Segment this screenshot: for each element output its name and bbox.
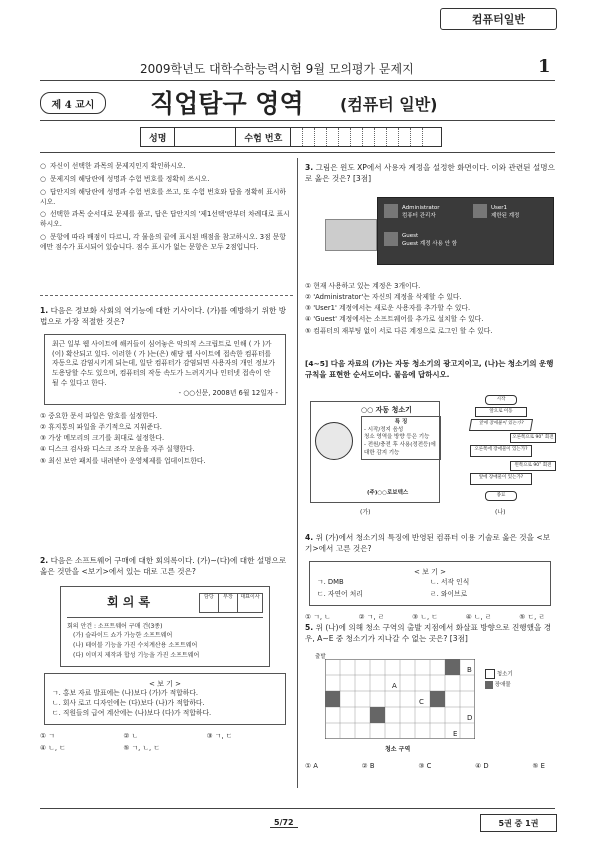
flow-decision: 앞에 장애물이 있는가? [469,419,533,431]
q3-screenshot [305,189,555,277]
obstacle-icon [485,681,493,689]
q3-options [305,281,555,336]
q45-figures [310,395,555,520]
period-label: 제 4 교시 [40,92,106,114]
ad-title: ○○ 자동 청소기 [361,406,412,414]
caption-a: (가) [360,509,371,516]
instruction-item: ○ 문제지의 해당란에 성명과 수험 번호를 정확히 쓰시오. [40,174,210,183]
account-user1[interactable]: User1 제한된 계정 [491,204,520,220]
footer-volume: 5권 중 1권 [480,814,557,832]
account-guest[interactable]: Guest Guest 계정 사용 안 함 [402,232,458,248]
flow-step: 앞으로 이동 [475,407,527,417]
exam-title: 2009학년도 대학수학능력시험 9월 모의평가 문제지 [140,62,414,76]
instruction-item: ○ 문항에 따라 배점이 다르니, 각 물음의 끝에 표시된 배점을 참고하시오. 3점 문항에만 점수가 표시되어 있습니다. 점수 표시가 없는 문항은 모두 2점입니다. [40,233,286,251]
q2-number: 2. [40,556,49,565]
question-1 [40,305,290,467]
instruction-item: ○ 선택한 과목 순서대로 문제를 풀고, 답은 답안지의 '제1선택'란부터 차례대로 표시하시오. [40,210,290,229]
accounts-window [377,197,554,265]
question-3 [305,162,555,337]
ad-brand: (주)○○로보텍스 [367,490,409,496]
instruction-item: ○ 자신이 선택한 과목의 문제지인지 확인하시오. [40,162,186,170]
q2-agenda: 회의 안건 : 소프트웨어 구매 건(3종) [67,622,163,630]
q2-bogi-box [44,673,286,725]
q2-doc-title: 회 의 록 [107,594,151,609]
name-field[interactable] [175,128,236,146]
user-avatar-icon [384,204,398,218]
question-2 [40,555,290,753]
q4-bogi-label: < 보 기 > [414,567,446,576]
q2-option[interactable]: ② ㄴ [123,731,139,740]
q45-intro: [4~5] 다음 자료의 (가)는 자동 청소기의 광고지이고, (나)는 청소기의 운행 규칙을 표현한 순서도이다. 물음에 답하시오. [305,359,554,380]
q4-option[interactable]: ⑤ ㄷ, ㄹ [519,612,545,621]
flow-decision: 오른쪽에 장애물이 있는가? [470,445,532,457]
q3-stem: 그림은 윈도 XP에서 사용자 계정을 설정한 화면이다. 이와 관련된 설명으로 옳은 것은? [3점] [305,163,555,184]
q5-option[interactable]: ② B [361,761,375,770]
caption-b: (나) [495,509,506,516]
q4-option[interactable]: ② ㄱ, ㄹ [358,612,385,621]
footer-divider [40,808,555,809]
q2-bogi-label: < 보 기 > [149,680,181,689]
q2-sign-table [199,593,263,613]
q4-options [305,612,555,622]
q1-number: 1. [40,306,49,315]
q1-passage: 최근 일부 웹 사이트에 해커들이 심어놓은 악의적 스크립트로 인해 ( 가 )가(이) 확산되고 있다. 이러한 ( 가 )는(은) 해당 웹 사이트에 접속한 컴퓨터를 자동으로 감염시키게 되는데, 일단 컴퓨터가 감염되면 사용자의 개인 정보가 도용당할 수도 있으며, 컴퓨터의 작동 속도가 느려지거나 인터넷 접속이 안 될 수 있다고 한다. [52,339,275,388]
name-exam-box [140,127,442,147]
flowchart [450,395,555,505]
q1-option[interactable]: ③ 가상 메모리의 크기를 최대로 설정한다. [40,434,165,443]
q5-option[interactable]: ③ C [418,761,432,770]
cleaner-icon [485,669,495,679]
instruction-divider [40,295,293,296]
flow-step: 왼쪽으로 90˚ 회전 [510,461,556,471]
sign-col: 부장 [219,594,238,612]
name-label: 성명 [141,128,175,146]
q2-item: (나) 테이블 기능을 가진 수치계산용 소프트웨어 [73,641,198,649]
subject-tag: 컴퓨터일반 [440,8,557,30]
subject-sub: (컴퓨터 일반) [340,95,438,114]
q2-stem: 다음은 소프트웨어 구매에 대한 회의록이다. (가)~(다)에 대한 설명으로 옳은 것만을 <보기>에서 있는 대로 고른 것은? [40,556,287,577]
q4-bogi-item: ㄷ. 자연어 처리 [317,590,363,599]
q2-option[interactable]: ③ ㄱ, ㄷ [206,731,233,740]
grid-label-a: A [392,681,397,690]
q5-number: 5. [305,623,314,632]
q2-options [40,731,290,753]
q5-options [305,761,555,771]
q2-option[interactable]: ④ ㄴ, ㄷ [40,744,66,753]
account-admin[interactable]: Administrator 컴퓨터 관리자 [402,204,440,220]
q4-option[interactable]: ④ ㄴ, ㄹ [465,612,492,621]
q1-source: - ○○신문, 2008년 6월 12일자 - [178,389,278,397]
q1-option[interactable]: ④ 디스크 검사와 디스크 조각 모음을 자주 실행한다. [40,445,195,454]
q5-grid-figure [305,649,555,757]
q2-option[interactable]: ⑤ ㄱ, ㄴ, ㄷ [123,744,160,753]
q5-option[interactable]: ④ D [475,761,489,770]
ad-features: 특 징 - 시작/정지 음성 청소 영역을 방향 등은 기능 - 전원/충전 후 사용(정전등)에 대한 감지 기능 [361,416,441,460]
q4-bogi-item: ㄱ. DMB [317,578,344,587]
q4-bogi-item: ㄴ. 서작 인식 [430,578,470,587]
robot-cleaner-image [315,412,355,462]
grid-label-c: C [419,697,424,706]
grid-legend: 청소기 장애물 [485,669,513,692]
q3-option[interactable]: ④ 'Guest' 계정에서는 소프트웨어를 추가로 설치할 수 있다. [305,315,484,324]
q1-option[interactable]: ⑤ 최신 보안 패치를 내려받아 운영체제를 업데이트한다. [40,456,206,465]
grid-label-b: B [467,665,472,674]
q3-option[interactable]: ③ 'User1' 계정에서는 새로운 사용자를 추가할 수 있다. [305,304,471,313]
grid-label-d: D [467,713,473,722]
q2-item: (다) 이미지 제작과 합성 기능을 가진 소프트웨어 [73,651,200,659]
exam-no-label: 수험 번호 [236,128,291,146]
q2-option[interactable]: ① ㄱ [40,731,55,740]
cleaner-ad [310,401,440,503]
header-divider [40,80,555,81]
q4-number: 4. [305,533,314,542]
subject-main: 직업탐구 영역 [150,89,304,118]
sign-col: 대표이사 [240,593,260,600]
grid-label-e: E [453,729,458,738]
q1-stem: 다음은 정보화 사회의 역기능에 대한 기사이다. (가)를 예방하기 위한 방법으로 가장 적절한 것은? [40,306,287,327]
control-panel-thumb [325,219,377,251]
sign-col: 담당 [200,594,219,612]
q4-stem: 위 (가)에서 청소기의 특징에 반영된 컴퓨터 이용 기술로 옳은 것을 <보기>에서 고른 것은? [305,533,551,554]
q3-option[interactable]: ⑤ 컴퓨터의 재부팅 없이 서로 다른 계정으로 로그인 할 수 있다. [305,326,493,335]
q2-minutes-doc [60,586,270,667]
q4-option[interactable]: ③ ㄴ, ㄷ [412,612,438,621]
page-number: 1 [538,56,551,77]
q5-option[interactable]: ① A [305,761,318,770]
instruction-item: ○ 답안지의 해당란에 성명과 수험 번호를 쓰고, 또 수험 번호와 답을 정확히 표시하시오. [40,187,286,206]
cleaning-grid [325,659,475,739]
user-avatar-icon [473,204,487,218]
flow-step: 오른쪽으로 90˚ 회전 [510,433,556,443]
q1-passage-box [44,334,286,405]
start-label: 출발 [315,653,326,660]
user-avatar-icon [384,232,398,246]
q3-option[interactable]: ① 현재 사용하고 있는 계정은 3개이다. [305,281,421,290]
q2-bogi-item: ㄴ. 회사 로고 디자인에는 (다)보다 (나)가 적합하다. [52,699,205,708]
q2-bogi-item: ㄷ. 직원들의 급여 계산에는 (나)보다 (다)가 적합하다. [52,708,212,717]
question-4 [305,532,555,622]
header-divider-3 [40,152,555,153]
footer-page-number: 5/72 [270,818,298,828]
q4-bogi-box [309,561,551,606]
q2-item: (가) 슬라이드 쇼가 가능한 소프트웨어 [73,632,173,640]
q5-stem: 위 (나)에 의해 청소 구역의 출발 지점에서 화살표 방향으로 진행했을 경우, A~E 중 청소기가 지나갈 수 없는 곳은? [3점] [305,623,552,644]
flow-end: 종료 [485,491,517,501]
q4-option[interactable]: ① ㄱ, ㄴ [305,612,331,621]
grid-caption: 청소 구역 [385,745,411,753]
q3-option[interactable]: ② 'Administrator'는 자신의 계정을 삭제할 수 있다. [305,292,462,301]
question-5 [305,622,555,771]
instructions [40,162,290,256]
q4-bogi-item: ㄹ. 와이브로 [430,590,468,599]
q1-option[interactable]: ① 중요한 문서 파일은 암호를 설정한다. [40,411,158,420]
q3-number: 3. [305,163,314,172]
q2-bogi-item: ㄱ. 홍보 자료 발표에는 (나)보다 (가)가 적합하다. [52,689,199,698]
header-divider-2 [40,120,555,121]
q1-options [40,411,290,466]
exam-no-field[interactable] [291,128,441,146]
flow-start: 시작 [485,395,517,405]
q5-option[interactable]: ⑤ E [532,761,545,770]
q1-option[interactable]: ② 휴지통의 파일을 주기적으로 지워준다. [40,423,162,432]
column-divider [297,158,298,788]
flow-decision: 앞에 장애물이 있는가? [470,473,532,485]
